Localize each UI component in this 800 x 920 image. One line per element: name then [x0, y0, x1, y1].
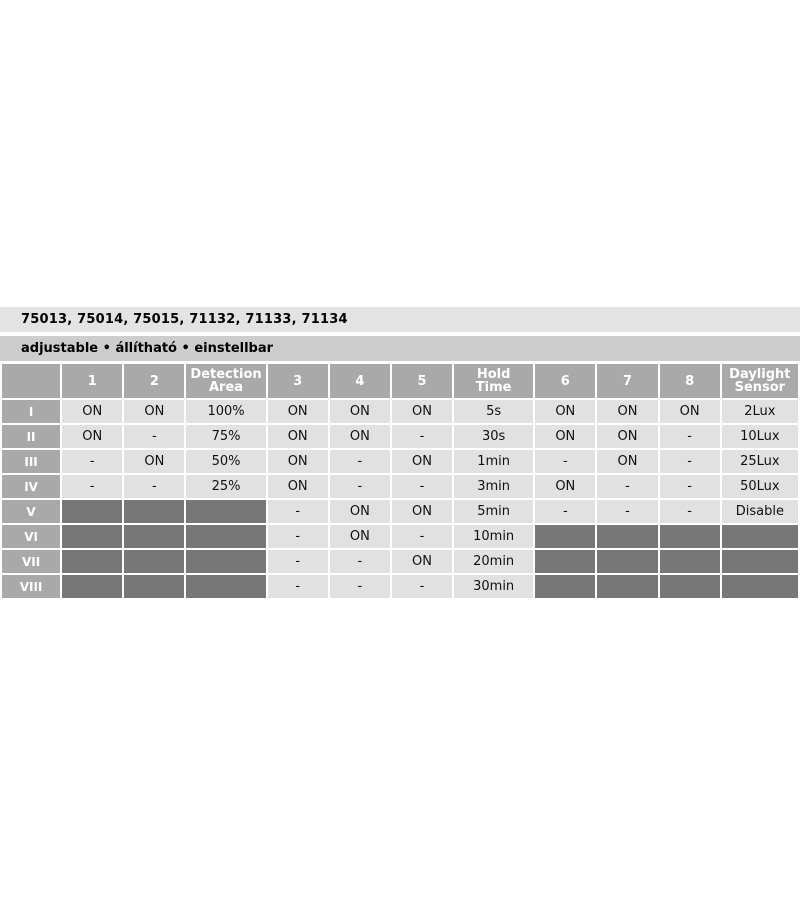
table-body — [1, 399, 799, 599]
table-cell: - — [329, 574, 391, 599]
empty-cell — [534, 549, 596, 574]
table-row — [1, 474, 799, 499]
table-cell: - — [123, 474, 185, 499]
empty-cell — [61, 499, 123, 524]
empty-cell — [61, 524, 123, 549]
empty-cell — [596, 524, 658, 549]
table-cell: ON — [61, 424, 123, 449]
table-cell: 10Lux — [721, 424, 799, 449]
model-numbers: 75013, 75014, 75015, 71132, 71133, 71134 — [21, 312, 348, 327]
table-cell: ON — [391, 549, 453, 574]
empty-cell — [123, 574, 185, 599]
table-row — [1, 449, 799, 474]
table-cell: - — [61, 449, 123, 474]
row-label: VIII — [1, 574, 61, 599]
empty-cell — [721, 524, 799, 549]
table-cell: ON — [596, 399, 658, 424]
table-cell: ON — [391, 449, 453, 474]
column-header: 6 — [534, 363, 596, 399]
model-numbers-bar — [0, 307, 800, 332]
table-cell: - — [391, 474, 453, 499]
table-cell: ON — [61, 399, 123, 424]
table-cell: - — [596, 499, 658, 524]
column-header: 5 — [391, 363, 453, 399]
column-header: 2 — [123, 363, 185, 399]
table-cell: - — [596, 474, 658, 499]
table-cell: - — [267, 549, 329, 574]
row-label: I — [1, 399, 61, 424]
empty-cell — [721, 574, 799, 599]
table-cell: ON — [329, 524, 391, 549]
adjustable-label: adjustable • állítható • einstellbar — [21, 341, 274, 356]
header-corner — [1, 363, 61, 399]
empty-cell — [659, 524, 721, 549]
table-cell: 100% — [185, 399, 266, 424]
table-cell: ON — [534, 474, 596, 499]
table-cell: ON — [267, 424, 329, 449]
table-cell: - — [534, 449, 596, 474]
table-cell: 10min — [453, 524, 534, 549]
adjustable-bar — [0, 336, 800, 361]
row-label: II — [1, 424, 61, 449]
table-cell: ON — [329, 499, 391, 524]
table-cell: 75% — [185, 424, 266, 449]
table-cell: - — [659, 424, 721, 449]
table-cell: 25Lux — [721, 449, 799, 474]
empty-cell — [534, 574, 596, 599]
table-cell: 5s — [453, 399, 534, 424]
table-cell: 50Lux — [721, 474, 799, 499]
table-cell: ON — [534, 424, 596, 449]
empty-cell — [659, 549, 721, 574]
table-cell: ON — [329, 399, 391, 424]
table-cell: ON — [267, 399, 329, 424]
empty-cell — [185, 549, 266, 574]
table-cell: ON — [596, 449, 658, 474]
empty-cell — [61, 549, 123, 574]
settings-table — [0, 362, 800, 600]
table-cell: - — [267, 499, 329, 524]
empty-cell — [596, 549, 658, 574]
table-cell: ON — [123, 399, 185, 424]
empty-cell — [659, 574, 721, 599]
table-cell: 1min — [453, 449, 534, 474]
empty-cell — [596, 574, 658, 599]
empty-cell — [185, 524, 266, 549]
table-cell: - — [267, 574, 329, 599]
table-cell: 5min — [453, 499, 534, 524]
table-cell: 25% — [185, 474, 266, 499]
table-cell: 50% — [185, 449, 266, 474]
table-cell: - — [329, 474, 391, 499]
table-cell: - — [391, 524, 453, 549]
row-label: III — [1, 449, 61, 474]
table-cell: 3min — [453, 474, 534, 499]
table-cell: ON — [596, 424, 658, 449]
table-cell: ON — [329, 424, 391, 449]
table-row — [1, 574, 799, 599]
table-cell: 30s — [453, 424, 534, 449]
empty-cell — [61, 574, 123, 599]
table-cell: Disable — [721, 499, 799, 524]
table-cell: ON — [391, 399, 453, 424]
table-row — [1, 424, 799, 449]
settings-block — [0, 307, 800, 600]
empty-cell — [185, 574, 266, 599]
table-cell: - — [659, 474, 721, 499]
table-row — [1, 524, 799, 549]
column-header: 3 — [267, 363, 329, 399]
column-header: 7 — [596, 363, 658, 399]
table-cell: ON — [267, 474, 329, 499]
table-cell: - — [329, 549, 391, 574]
empty-cell — [534, 524, 596, 549]
table-cell: - — [267, 524, 329, 549]
table-cell: - — [391, 574, 453, 599]
table-cell: - — [534, 499, 596, 524]
table-cell: - — [123, 424, 185, 449]
table-row — [1, 549, 799, 574]
row-label: VII — [1, 549, 61, 574]
table-cell: 2Lux — [721, 399, 799, 424]
empty-cell — [721, 549, 799, 574]
table-cell: ON — [123, 449, 185, 474]
table-cell: ON — [534, 399, 596, 424]
table-cell: ON — [659, 399, 721, 424]
row-label: V — [1, 499, 61, 524]
table-cell: 20min — [453, 549, 534, 574]
column-header: Detection Area — [185, 363, 266, 399]
table-cell: - — [61, 474, 123, 499]
empty-cell — [185, 499, 266, 524]
table-cell: ON — [267, 449, 329, 474]
table-header-row — [1, 363, 799, 399]
table-row — [1, 399, 799, 424]
table-cell: - — [659, 449, 721, 474]
row-label: VI — [1, 524, 61, 549]
empty-cell — [123, 499, 185, 524]
table-cell: - — [659, 499, 721, 524]
column-header: 8 — [659, 363, 721, 399]
table-cell: 30min — [453, 574, 534, 599]
empty-cell — [123, 524, 185, 549]
column-header: Daylight Sensor — [721, 363, 799, 399]
row-label: IV — [1, 474, 61, 499]
column-header: 1 — [61, 363, 123, 399]
table-cell: - — [391, 424, 453, 449]
table-cell: ON — [391, 499, 453, 524]
column-header: Hold Time — [453, 363, 534, 399]
empty-cell — [123, 549, 185, 574]
table-row — [1, 499, 799, 524]
column-header: 4 — [329, 363, 391, 399]
table-cell: - — [329, 449, 391, 474]
